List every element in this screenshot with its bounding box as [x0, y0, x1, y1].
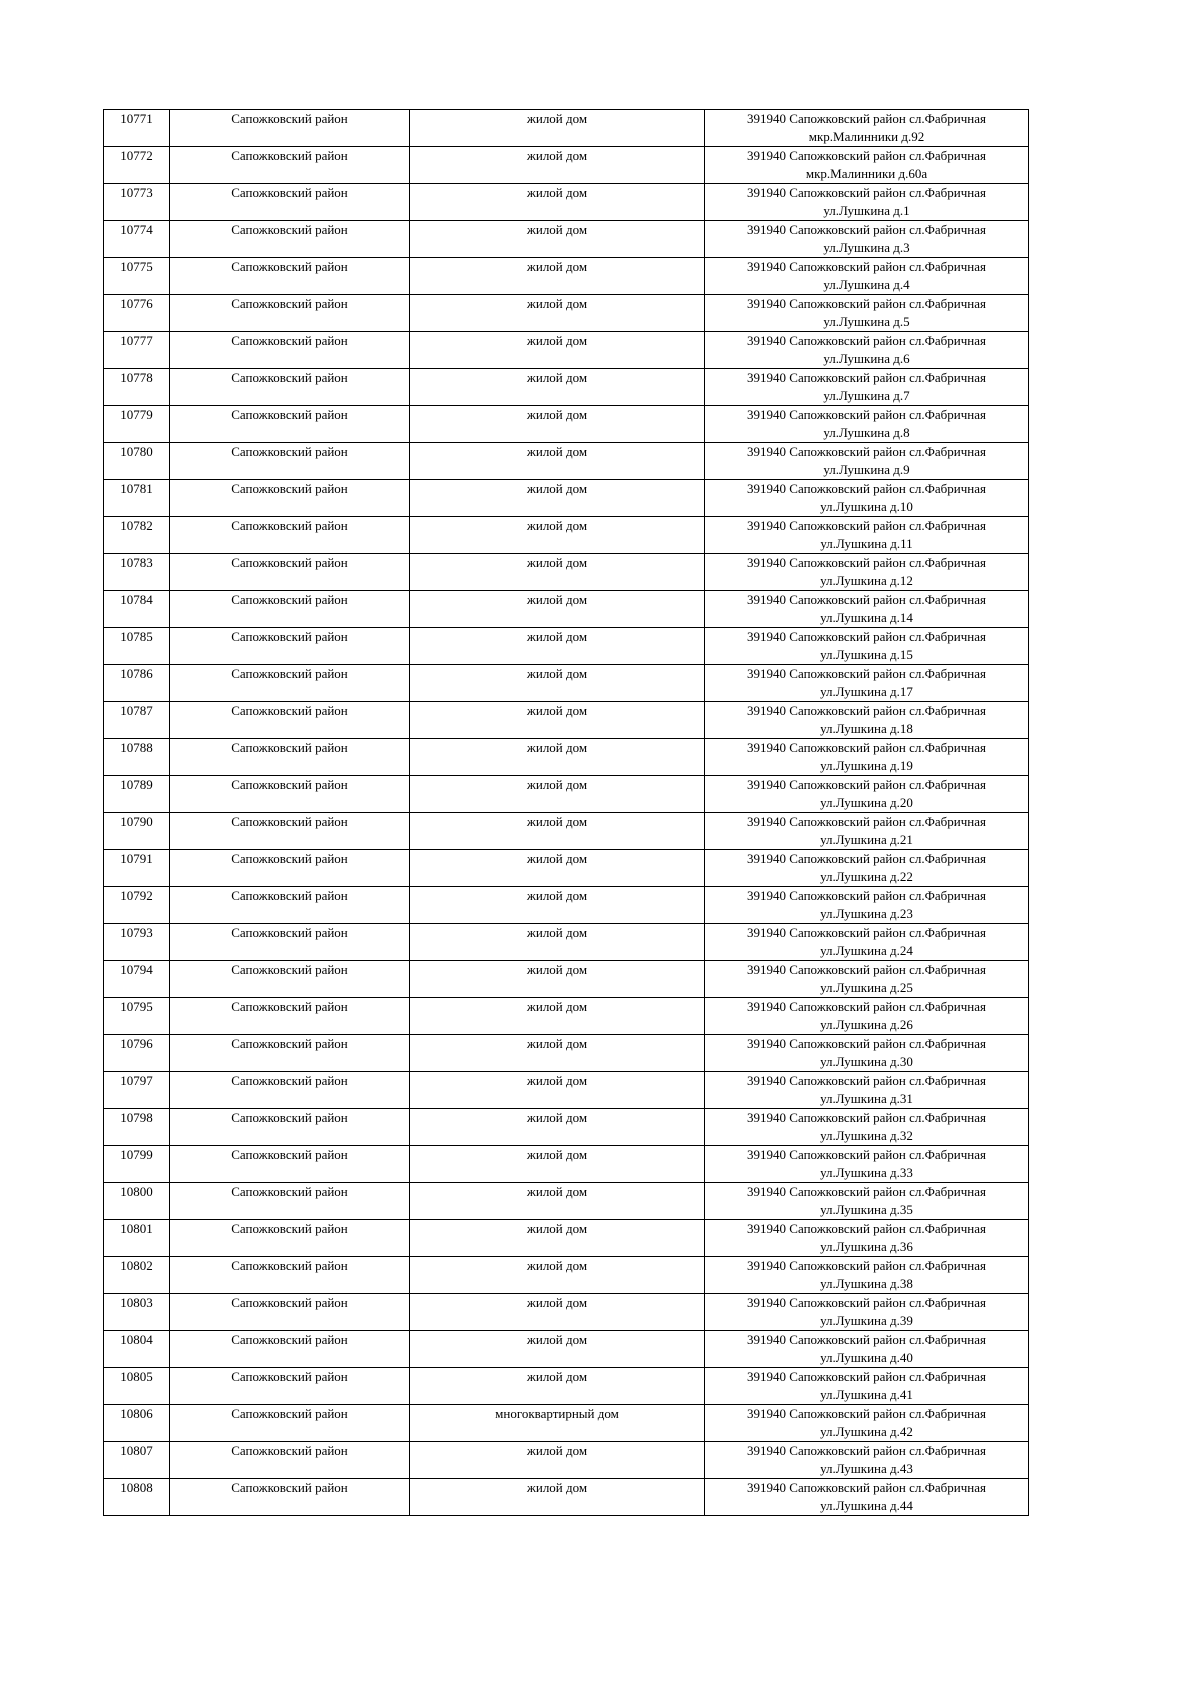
table-row — [104, 850, 1029, 887]
building-type-cell: жилой дом — [410, 221, 705, 258]
building-type-cell: жилой дом — [410, 295, 705, 332]
record-number-cell: 10779 — [104, 406, 170, 443]
address-cell — [705, 813, 1029, 850]
table-row — [104, 1109, 1029, 1146]
address-line-2: ул.Лушкина д.35 — [820, 1202, 913, 1217]
address-line-1: 391940 Сапожковский район сл.Фабричная — [747, 814, 986, 829]
address-cell — [705, 1220, 1029, 1257]
building-type-cell: жилой дом — [410, 517, 705, 554]
address-cell — [705, 517, 1029, 554]
address-cell — [705, 1442, 1029, 1479]
address-cell — [705, 887, 1029, 924]
address-cell — [705, 998, 1029, 1035]
registry-table-body — [104, 110, 1029, 1516]
record-number-cell: 10806 — [104, 1405, 170, 1442]
record-number-cell: 10790 — [104, 813, 170, 850]
address-line-1: 391940 Сапожковский район сл.Фабричная — [747, 851, 986, 866]
table-row — [104, 147, 1029, 184]
building-type-cell: жилой дом — [410, 1035, 705, 1072]
building-type-cell: жилой дом — [410, 1368, 705, 1405]
address-line-1: 391940 Сапожковский район сл.Фабричная — [747, 1110, 986, 1125]
address-line-2: ул.Лушкина д.25 — [820, 980, 913, 995]
address-line-1: 391940 Сапожковский район сл.Фабричная — [747, 740, 986, 755]
table-row — [104, 591, 1029, 628]
address-line-2: ул.Лушкина д.33 — [820, 1165, 913, 1180]
address-line-2: ул.Лушкина д.14 — [820, 610, 913, 625]
address-line-2: ул.Лушкина д.12 — [820, 573, 913, 588]
building-type-cell: жилой дом — [410, 1109, 705, 1146]
address-line-1: 391940 Сапожковский район сл.Фабричная — [747, 629, 986, 644]
table-row — [104, 110, 1029, 147]
address-line-1: 391940 Сапожковский район сл.Фабричная — [747, 1443, 986, 1458]
record-number-cell: 10805 — [104, 1368, 170, 1405]
record-number-cell: 10786 — [104, 665, 170, 702]
table-row — [104, 702, 1029, 739]
address-line-1: 391940 Сапожковский район сл.Фабричная — [747, 407, 986, 422]
record-number-cell: 10772 — [104, 147, 170, 184]
address-line-2: ул.Лушкина д.10 — [820, 499, 913, 514]
address-line-2: ул.Лушкина д.19 — [820, 758, 913, 773]
address-cell — [705, 1072, 1029, 1109]
address-cell — [705, 443, 1029, 480]
address-line-2: ул.Лушкина д.24 — [820, 943, 913, 958]
building-type-cell: жилой дом — [410, 1183, 705, 1220]
record-number-cell: 10803 — [104, 1294, 170, 1331]
district-cell: Сапожковский район — [170, 1257, 410, 1294]
address-cell — [705, 739, 1029, 776]
district-cell: Сапожковский район — [170, 665, 410, 702]
address-line-2: ул.Лушкина д.5 — [823, 314, 910, 329]
address-cell — [705, 1331, 1029, 1368]
address-line-1: 391940 Сапожковский район сл.Фабричная — [747, 1295, 986, 1310]
table-row — [104, 184, 1029, 221]
record-number-cell: 10778 — [104, 369, 170, 406]
record-number-cell: 10799 — [104, 1146, 170, 1183]
table-row — [104, 554, 1029, 591]
district-cell: Сапожковский район — [170, 1109, 410, 1146]
address-cell — [705, 850, 1029, 887]
table-row — [104, 1331, 1029, 1368]
address-line-2: мкр.Малинники д.60а — [805, 166, 928, 181]
record-number-cell: 10801 — [104, 1220, 170, 1257]
building-type-cell: жилой дом — [410, 1072, 705, 1109]
record-number-cell: 10788 — [104, 739, 170, 776]
address-cell — [705, 1109, 1029, 1146]
address-cell — [705, 554, 1029, 591]
table-row — [104, 258, 1029, 295]
district-cell: Сапожковский район — [170, 1405, 410, 1442]
address-line-1: 391940 Сапожковский район сл.Фабричная — [747, 259, 986, 274]
table-row — [104, 1368, 1029, 1405]
district-cell: Сапожковский район — [170, 406, 410, 443]
address-line-1: 391940 Сапожковский район сл.Фабричная — [747, 592, 986, 607]
district-cell: Сапожковский район — [170, 998, 410, 1035]
address-cell — [705, 924, 1029, 961]
address-line-1: 391940 Сапожковский район сл.Фабричная — [747, 555, 986, 570]
address-cell — [705, 591, 1029, 628]
address-line-1: 391940 Сапожковский район сл.Фабричная — [747, 481, 986, 496]
building-type-cell: жилой дом — [410, 591, 705, 628]
record-number-cell: 10784 — [104, 591, 170, 628]
table-row — [104, 1257, 1029, 1294]
building-type-cell: жилой дом — [410, 1220, 705, 1257]
address-cell — [705, 406, 1029, 443]
address-line-2: ул.Лушкина д.41 — [820, 1387, 913, 1402]
record-number-cell: 10781 — [104, 480, 170, 517]
district-cell: Сапожковский район — [170, 813, 410, 850]
building-type-cell: жилой дом — [410, 924, 705, 961]
district-cell: Сапожковский район — [170, 924, 410, 961]
record-number-cell: 10807 — [104, 1442, 170, 1479]
address-line-1: 391940 Сапожковский район сл.Фабричная — [747, 703, 986, 718]
building-type-cell: жилой дом — [410, 1146, 705, 1183]
address-cell — [705, 1368, 1029, 1405]
building-type-cell: многоквартирный дом — [410, 1405, 705, 1442]
address-line-2: ул.Лушкина д.38 — [820, 1276, 913, 1291]
address-line-1: 391940 Сапожковский район сл.Фабричная — [747, 1480, 986, 1495]
address-cell — [705, 1035, 1029, 1072]
address-line-1: 391940 Сапожковский район сл.Фабричная — [747, 296, 986, 311]
address-line-2: ул.Лушкина д.17 — [820, 684, 913, 699]
address-line-1: 391940 Сапожковский район сл.Фабричная — [747, 1406, 986, 1421]
address-line-1: 391940 Сапожковский район сл.Фабричная — [747, 222, 986, 237]
table-row — [104, 332, 1029, 369]
address-line-1: 391940 Сапожковский район сл.Фабричная — [747, 148, 986, 163]
address-line-1: 391940 Сапожковский район сл.Фабричная — [747, 111, 986, 126]
district-cell: Сапожковский район — [170, 221, 410, 258]
district-cell: Сапожковский район — [170, 850, 410, 887]
district-cell: Сапожковский район — [170, 1479, 410, 1516]
table-row — [104, 369, 1029, 406]
building-type-cell: жилой дом — [410, 184, 705, 221]
address-cell — [705, 1183, 1029, 1220]
building-type-cell: жилой дом — [410, 554, 705, 591]
record-number-cell: 10802 — [104, 1257, 170, 1294]
record-number-cell: 10789 — [104, 776, 170, 813]
address-line-2: ул.Лушкина д.3 — [823, 240, 910, 255]
address-cell — [705, 332, 1029, 369]
address-line-2: ул.Лушкина д.36 — [820, 1239, 913, 1254]
address-cell — [705, 221, 1029, 258]
district-cell: Сапожковский район — [170, 517, 410, 554]
table-row — [104, 628, 1029, 665]
address-cell — [705, 1405, 1029, 1442]
building-type-cell: жилой дом — [410, 702, 705, 739]
address-cell — [705, 480, 1029, 517]
address-line-1: 391940 Сапожковский район сл.Фабричная — [747, 1184, 986, 1199]
table-row — [104, 1220, 1029, 1257]
address-line-1: 391940 Сапожковский район сл.Фабричная — [747, 888, 986, 903]
address-line-1: 391940 Сапожковский район сл.Фабричная — [747, 777, 986, 792]
address-line-1: 391940 Сапожковский район сл.Фабричная — [747, 333, 986, 348]
record-number-cell: 10776 — [104, 295, 170, 332]
record-number-cell: 10804 — [104, 1331, 170, 1368]
address-line-2: ул.Лушкина д.15 — [820, 647, 913, 662]
address-line-2: ул.Лушкина д.1 — [823, 203, 910, 218]
building-type-cell: жилой дом — [410, 258, 705, 295]
address-line-1: 391940 Сапожковский район сл.Фабричная — [747, 1221, 986, 1236]
address-line-2: ул.Лушкина д.39 — [820, 1313, 913, 1328]
table-row — [104, 406, 1029, 443]
address-line-2: ул.Лушкина д.6 — [823, 351, 910, 366]
table-row — [104, 924, 1029, 961]
table-row — [104, 1183, 1029, 1220]
record-number-cell: 10791 — [104, 850, 170, 887]
district-cell: Сапожковский район — [170, 332, 410, 369]
building-type-cell: жилой дом — [410, 110, 705, 147]
district-cell: Сапожковский район — [170, 591, 410, 628]
record-number-cell: 10787 — [104, 702, 170, 739]
table-row — [104, 1035, 1029, 1072]
address-line-2: ул.Лушкина д.43 — [820, 1461, 913, 1476]
district-cell: Сапожковский район — [170, 702, 410, 739]
address-line-1: 391940 Сапожковский район сл.Фабричная — [747, 1036, 986, 1051]
record-number-cell: 10782 — [104, 517, 170, 554]
district-cell: Сапожковский район — [170, 1072, 410, 1109]
record-number-cell: 10773 — [104, 184, 170, 221]
district-cell: Сапожковский район — [170, 1146, 410, 1183]
address-line-2: ул.Лушкина д.22 — [820, 869, 913, 884]
district-cell: Сапожковский район — [170, 110, 410, 147]
record-number-cell: 10796 — [104, 1035, 170, 1072]
record-number-cell: 10797 — [104, 1072, 170, 1109]
building-type-cell: жилой дом — [410, 739, 705, 776]
table-row — [104, 776, 1029, 813]
district-cell: Сапожковский район — [170, 887, 410, 924]
building-type-cell: жилой дом — [410, 1331, 705, 1368]
district-cell: Сапожковский район — [170, 1442, 410, 1479]
building-type-cell: жилой дом — [410, 813, 705, 850]
address-cell — [705, 1479, 1029, 1516]
building-type-cell: жилой дом — [410, 998, 705, 1035]
record-number-cell: 10794 — [104, 961, 170, 998]
district-cell: Сапожковский район — [170, 147, 410, 184]
district-cell: Сапожковский район — [170, 443, 410, 480]
district-cell: Сапожковский район — [170, 1035, 410, 1072]
address-line-2: мкр.Малинники д.92 — [808, 129, 925, 144]
address-cell — [705, 1257, 1029, 1294]
building-type-cell: жилой дом — [410, 961, 705, 998]
address-cell — [705, 628, 1029, 665]
address-line-2: ул.Лушкина д.32 — [820, 1128, 913, 1143]
district-cell: Сапожковский район — [170, 776, 410, 813]
district-cell: Сапожковский район — [170, 184, 410, 221]
record-number-cell: 10792 — [104, 887, 170, 924]
building-type-cell: жилой дом — [410, 776, 705, 813]
housing-registry-table — [103, 109, 1029, 1516]
building-type-cell: жилой дом — [410, 887, 705, 924]
address-line-2: ул.Лушкина д.44 — [820, 1498, 913, 1513]
table-row — [104, 1146, 1029, 1183]
address-cell — [705, 702, 1029, 739]
address-line-2: ул.Лушкина д.9 — [823, 462, 910, 477]
address-cell — [705, 776, 1029, 813]
district-cell: Сапожковский район — [170, 369, 410, 406]
district-cell: Сапожковский район — [170, 258, 410, 295]
address-cell — [705, 147, 1029, 184]
table-row — [104, 887, 1029, 924]
table-row — [104, 1072, 1029, 1109]
building-type-cell: жилой дом — [410, 1479, 705, 1516]
record-number-cell: 10771 — [104, 110, 170, 147]
district-cell: Сапожковский район — [170, 554, 410, 591]
record-number-cell: 10785 — [104, 628, 170, 665]
table-row — [104, 665, 1029, 702]
address-line-2: ул.Лушкина д.30 — [820, 1054, 913, 1069]
building-type-cell: жилой дом — [410, 406, 705, 443]
address-line-2: ул.Лушкина д.21 — [820, 832, 913, 847]
address-cell — [705, 1146, 1029, 1183]
record-number-cell: 10795 — [104, 998, 170, 1035]
district-cell: Сапожковский район — [170, 1183, 410, 1220]
address-line-1: 391940 Сапожковский район сл.Фабричная — [747, 999, 986, 1014]
building-type-cell: жилой дом — [410, 480, 705, 517]
address-line-2: ул.Лушкина д.26 — [820, 1017, 913, 1032]
building-type-cell: жилой дом — [410, 850, 705, 887]
building-type-cell: жилой дом — [410, 1257, 705, 1294]
record-number-cell: 10780 — [104, 443, 170, 480]
building-type-cell: жилой дом — [410, 1442, 705, 1479]
record-number-cell: 10798 — [104, 1109, 170, 1146]
address-line-2: ул.Лушкина д.18 — [820, 721, 913, 736]
table-row — [104, 295, 1029, 332]
address-line-1: 391940 Сапожковский район сл.Фабричная — [747, 370, 986, 385]
address-line-1: 391940 Сапожковский район сл.Фабричная — [747, 185, 986, 200]
building-type-cell: жилой дом — [410, 443, 705, 480]
building-type-cell: жилой дом — [410, 665, 705, 702]
building-type-cell: жилой дом — [410, 369, 705, 406]
district-cell: Сапожковский район — [170, 739, 410, 776]
address-line-1: 391940 Сапожковский район сл.Фабричная — [747, 666, 986, 681]
address-line-1: 391940 Сапожковский район сл.Фабричная — [747, 518, 986, 533]
record-number-cell: 10775 — [104, 258, 170, 295]
address-cell — [705, 665, 1029, 702]
district-cell: Сапожковский район — [170, 1220, 410, 1257]
address-line-1: 391940 Сапожковский район сл.Фабричная — [747, 1147, 986, 1162]
table-row — [104, 961, 1029, 998]
record-number-cell: 10777 — [104, 332, 170, 369]
table-row — [104, 1479, 1029, 1516]
district-cell: Сапожковский район — [170, 1294, 410, 1331]
building-type-cell: жилой дом — [410, 332, 705, 369]
address-cell — [705, 369, 1029, 406]
address-line-1: 391940 Сапожковский район сл.Фабричная — [747, 1258, 986, 1273]
table-row — [104, 443, 1029, 480]
record-number-cell: 10808 — [104, 1479, 170, 1516]
record-number-cell: 10783 — [104, 554, 170, 591]
table-row — [104, 813, 1029, 850]
table-row — [104, 221, 1029, 258]
address-cell — [705, 258, 1029, 295]
district-cell: Сапожковский район — [170, 295, 410, 332]
address-line-2: ул.Лушкина д.8 — [823, 425, 910, 440]
address-line-1: 391940 Сапожковский район сл.Фабричная — [747, 1332, 986, 1347]
table-row — [104, 480, 1029, 517]
district-cell: Сапожковский район — [170, 628, 410, 665]
address-line-2: ул.Лушкина д.20 — [820, 795, 913, 810]
address-line-1: 391940 Сапожковский район сл.Фабричная — [747, 1073, 986, 1088]
district-cell: Сапожковский район — [170, 1368, 410, 1405]
table-row — [104, 739, 1029, 776]
building-type-cell: жилой дом — [410, 147, 705, 184]
district-cell: Сапожковский район — [170, 1331, 410, 1368]
district-cell: Сапожковский район — [170, 961, 410, 998]
table-row — [104, 1405, 1029, 1442]
address-line-2: ул.Лушкина д.11 — [820, 536, 913, 551]
address-line-1: 391940 Сапожковский район сл.Фабричная — [747, 444, 986, 459]
address-line-2: ул.Лушкина д.31 — [820, 1091, 913, 1106]
address-cell — [705, 184, 1029, 221]
address-cell — [705, 1294, 1029, 1331]
address-line-2: ул.Лушкина д.40 — [820, 1350, 913, 1365]
address-line-2: ул.Лушкина д.4 — [823, 277, 910, 292]
building-type-cell: жилой дом — [410, 1294, 705, 1331]
table-row — [104, 1294, 1029, 1331]
address-line-1: 391940 Сапожковский район сл.Фабричная — [747, 962, 986, 977]
table-row — [104, 1442, 1029, 1479]
address-line-1: 391940 Сапожковский район сл.Фабричная — [747, 1369, 986, 1384]
address-line-1: 391940 Сапожковский район сл.Фабричная — [747, 925, 986, 940]
building-type-cell: жилой дом — [410, 628, 705, 665]
record-number-cell: 10774 — [104, 221, 170, 258]
table-row — [104, 517, 1029, 554]
record-number-cell: 10800 — [104, 1183, 170, 1220]
district-cell: Сапожковский район — [170, 480, 410, 517]
address-cell — [705, 295, 1029, 332]
record-number-cell: 10793 — [104, 924, 170, 961]
address-cell — [705, 961, 1029, 998]
address-line-2: ул.Лушкина д.42 — [820, 1424, 913, 1439]
table-row — [104, 998, 1029, 1035]
address-line-2: ул.Лушкина д.23 — [820, 906, 913, 921]
address-cell — [705, 110, 1029, 147]
address-line-2: ул.Лушкина д.7 — [823, 388, 910, 403]
